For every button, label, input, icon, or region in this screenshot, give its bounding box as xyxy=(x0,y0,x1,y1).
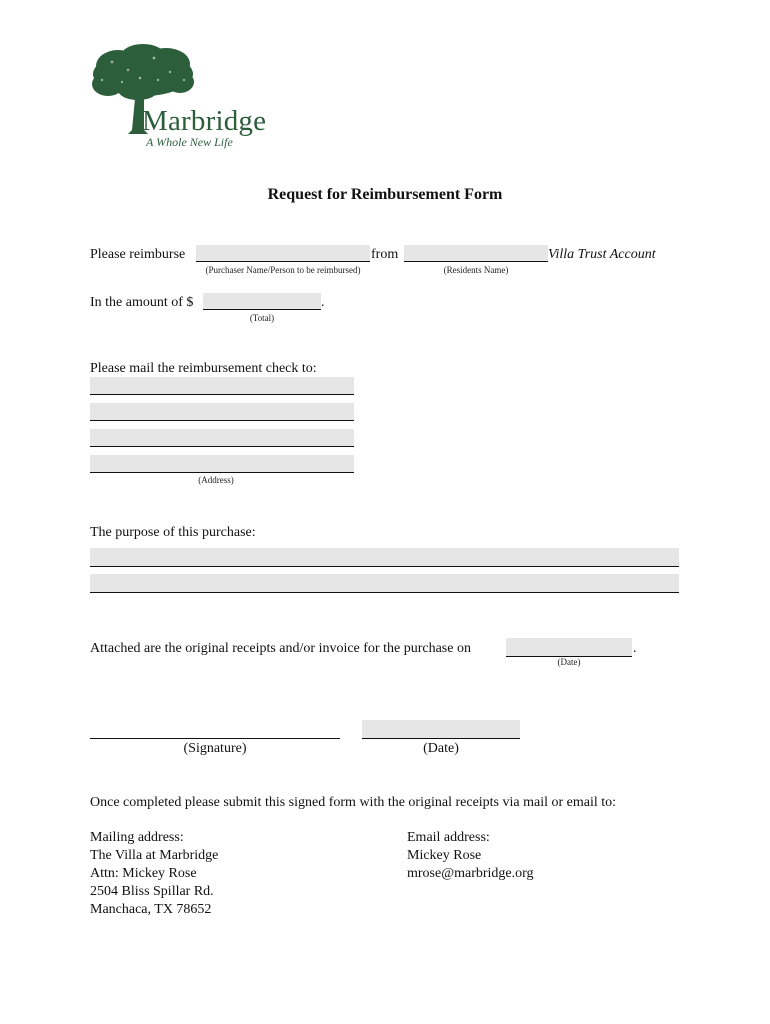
address-line-4-field[interactable] xyxy=(90,455,354,473)
address-line-1-field[interactable] xyxy=(90,377,354,395)
signature-date-field[interactable] xyxy=(362,720,520,739)
mailing-line-1: The Villa at Marbridge xyxy=(90,848,219,863)
mailing-heading: Mailing address: xyxy=(90,830,184,845)
mailing-line-2: Attn: Mickey Rose xyxy=(90,866,197,881)
signature-date-caption: (Date) xyxy=(423,741,459,756)
signature-field[interactable] xyxy=(90,720,340,739)
brand-tagline: A Whole New Life xyxy=(146,135,233,149)
email-address-block xyxy=(407,829,534,883)
form-title: Request for Reimbursement Form xyxy=(267,186,503,203)
signature-caption: (Signature) xyxy=(183,741,247,756)
attached-label: Attached are the original receipts and/or invoice for the purchase on xyxy=(90,641,471,656)
mailing-address-block xyxy=(90,829,218,919)
brand-name: Marbridge xyxy=(142,105,267,137)
attached-period: . xyxy=(633,641,637,656)
marbridge-logo xyxy=(88,44,288,150)
email-contact-name: Mickey Rose xyxy=(407,848,482,863)
email-heading: Email address: xyxy=(407,830,490,845)
address-line-2-field[interactable] xyxy=(90,403,354,421)
from-label: from xyxy=(371,247,399,262)
mailing-line-4: Manchaca, TX 78652 xyxy=(90,902,212,917)
purchase-date-caption: (Date) xyxy=(557,657,581,667)
amount-period: . xyxy=(321,295,325,310)
mail-label: Please mail the reimbursement check to: xyxy=(90,361,317,376)
submit-instructions: Once completed please submit this signed form with the original receipts via mail or email to: xyxy=(90,795,617,810)
resident-name-field[interactable] xyxy=(404,245,548,262)
mailing-line-3: 2504 Bliss Spillar Rd. xyxy=(90,884,214,899)
purpose-label: The purpose of this purchase: xyxy=(90,525,256,540)
residents-caption: (Residents Name) xyxy=(443,265,509,275)
total-caption: (Total) xyxy=(249,313,275,323)
amount-field[interactable] xyxy=(203,293,321,310)
account-label: Villa Trust Account xyxy=(548,247,656,262)
address-caption: (Address) xyxy=(198,475,234,485)
purchaser-name-field[interactable] xyxy=(196,245,370,262)
address-line-3-field[interactable] xyxy=(90,429,354,447)
purpose-line-2-field[interactable] xyxy=(90,574,679,593)
email-address[interactable]: mrose@marbridge.org xyxy=(407,866,534,881)
purchaser-caption: (Purchaser Name/Person to be reimbursed) xyxy=(205,265,361,275)
amount-label: In the amount of $ xyxy=(90,295,194,310)
purchase-date-field[interactable] xyxy=(506,638,632,657)
purpose-line-1-field[interactable] xyxy=(90,548,679,567)
reimburse-label: Please reimburse xyxy=(90,247,186,262)
